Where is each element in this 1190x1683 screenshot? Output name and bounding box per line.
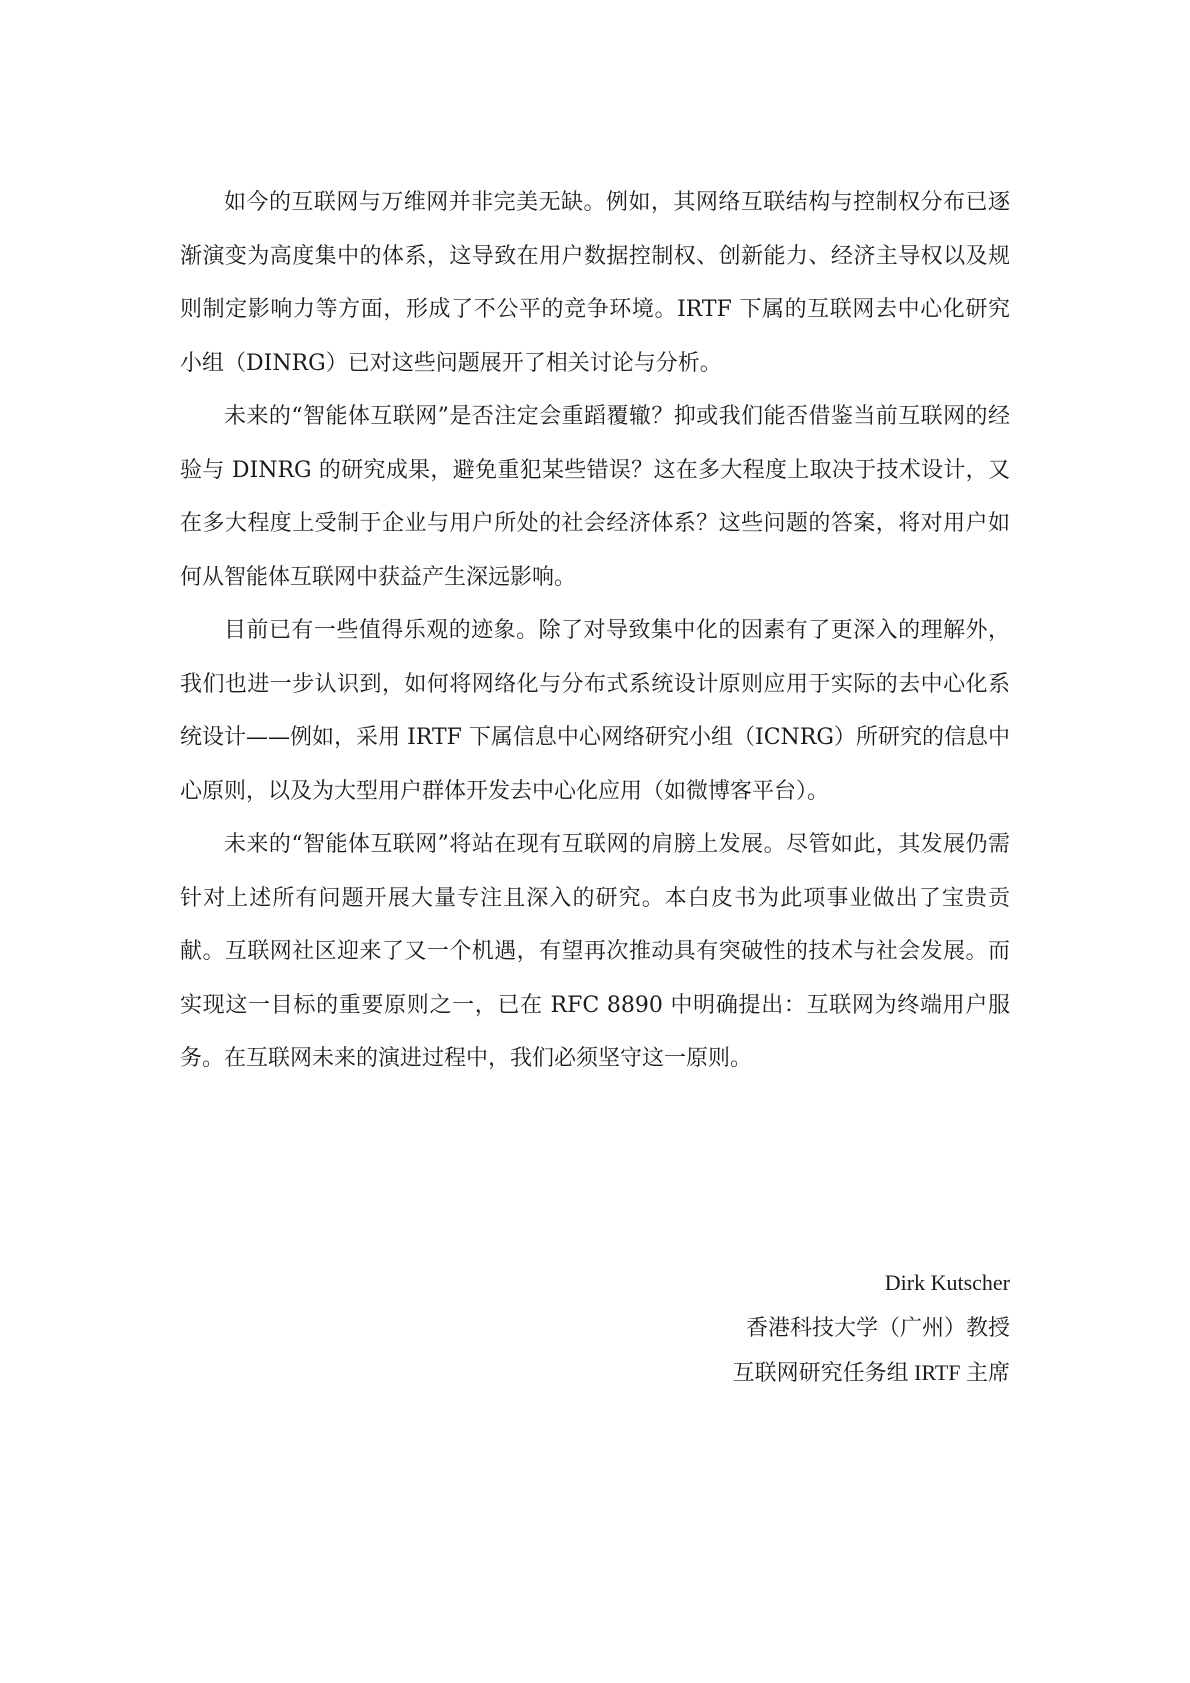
paragraph-2: 未来的“智能体互联网”是否注定会重蹈覆辙？抑或我们能否借鉴当前互联网的经验与 DINRG 的研究成果，避免重犯某些错误？这在多大程度上取决于技术设计，又在多大程度上受制于企业与用户所处的社会经济体系？这些问题的答案，将对用户如何从智能体互联网中获益产生深远影响。: [180, 404, 1010, 590]
paragraph-1: 如今的互联网与万维网并非完美无缺。例如，其网络互联结构与控制权分布已逐渐演变为高度集中的体系，这导致在用户数据控制权、创新能力、经济主导权以及规则制定影响力等方面，形成了不公平的竞争环境。IRTF 下属的互联网去中心化研究小组（DINRG）已对这些问题展开了相关讨论与分析。: [180, 190, 1010, 376]
paragraph-3: 目前已有一些值得乐观的迹象。除了对导致集中化的因素有了更深入的理解外，我们也进一步认识到，如何将网络化与分布式系统设计原则应用于实际的去中心化系统设计——例如，采用 IRTF 下属信息中心网络研究小组（ICNRG）所研究的信息中心原则，以及为大型用户群体开发去中心化应用（如微博客平台）。: [180, 618, 1010, 804]
body-text: [180, 176, 1010, 1086]
paragraph-4: 未来的“智能体互联网”将站在现有互联网的肩膀上发展。尽管如此，其发展仍需针对上述所有问题开展大量专注且深入的研究。本白皮书为此项事业做出了宝贵贡献。互联网社区迎来了又一个机遇，有望再次推动具有突破性的技术与社会发展。而实现这一目标的重要原则之一，已在 RFC 8890 中明确提出：互联网为终端用户服务。在互联网未来的演进过程中，我们必须坚守这一原则。: [180, 832, 1010, 1071]
signature-block: [733, 1260, 1010, 1395]
signature-title: 香港科技大学（广州）教授: [745, 1315, 1010, 1340]
signature-role: 互联网研究任务组 IRTF 主席: [732, 1360, 1010, 1385]
signature-name: Dirk Kutscher: [884, 1270, 1010, 1295]
